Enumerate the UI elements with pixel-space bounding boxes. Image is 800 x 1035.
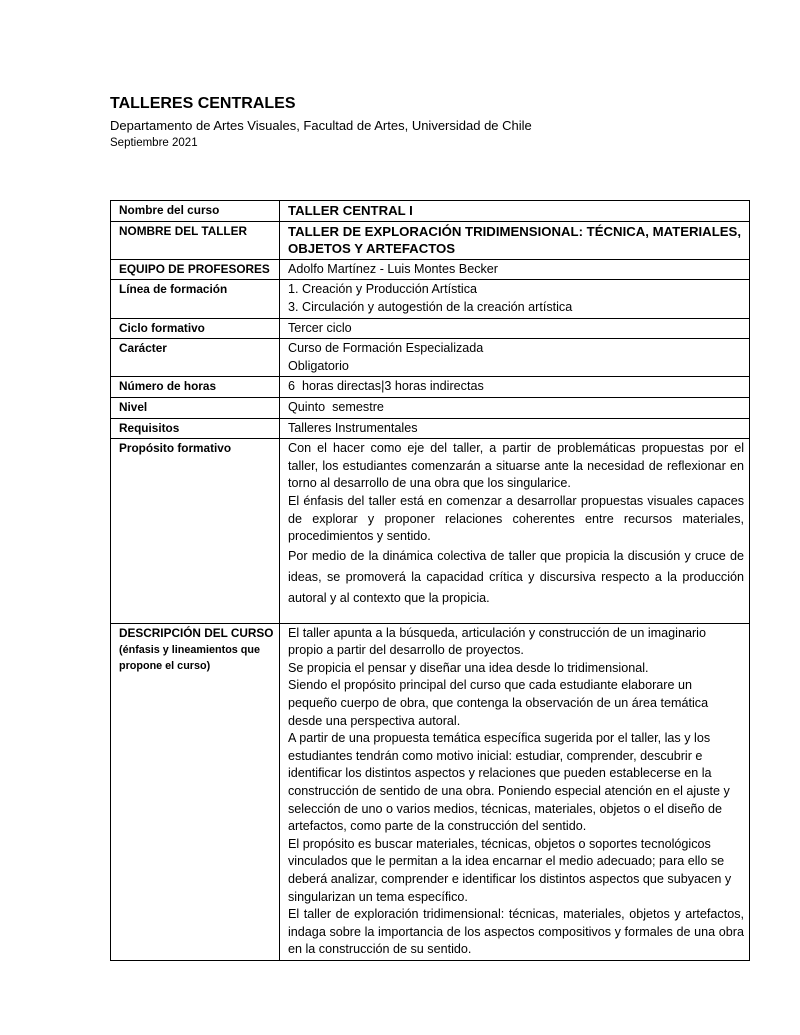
- row-label: Nivel: [111, 397, 280, 418]
- table-row: [111, 397, 750, 418]
- course-info-table: [110, 200, 750, 961]
- row-label: Requisitos: [111, 418, 280, 439]
- table-row: [111, 201, 750, 222]
- paragraph: El propósito es buscar materiales, técnicas, objetos o soportes tecnológicos vinculados que le permitan a la idea encarnar el medio adecuado; para ello se deberá analizar, comprender e identificar los distintos aspectos que subyacen y singularizan un tema específico.: [288, 836, 732, 904]
- table-row: [111, 623, 750, 960]
- table-row: [111, 377, 750, 398]
- value-line: 1. Creación y Producción Artística: [288, 282, 477, 297]
- description-label: DESCRIPCIÓN DEL CURSO: [119, 625, 274, 640]
- training-line-value: [280, 280, 750, 318]
- document-date: Septiembre 2021: [110, 137, 198, 149]
- paragraph: Siendo el propósito principal del curso que cada estudiante elaborare un pequeño cuerpo de obra, que contenga la observación de un área temática desde una perspectiva autoral.: [288, 678, 709, 728]
- document-title: TALLERES CENTRALES: [110, 95, 296, 112]
- row-label: Ciclo formativo: [111, 318, 280, 339]
- value-line: Curso de Formación Especializada: [288, 341, 484, 356]
- row-label: NOMBRE DEL TALLER: [111, 221, 280, 259]
- table-row: [111, 318, 750, 339]
- workshop-name-value: TALLER DE EXPLORACIÓN TRIDIMENSIONAL: TÉCNICA, MATERIALES, OBJETOS Y ARTEFACTOS: [280, 221, 750, 259]
- character-value: [280, 339, 750, 377]
- paragraph: Se propicia el pensar y diseñar una idea desde lo tridimensional.: [288, 660, 649, 675]
- paragraph: El taller apunta a la búsqueda, articulación y construcción de un imaginario propio a partir del desarrollo de proyectos.: [288, 625, 706, 658]
- hours-value: 6 horas directas|3 horas indirectas: [280, 377, 750, 398]
- description-sublabel: (énfasis y lineamientos que propone el curso): [119, 644, 261, 673]
- document-header: [110, 94, 532, 151]
- table-row: [111, 259, 750, 280]
- row-label: [111, 623, 280, 960]
- table-row: [111, 221, 750, 259]
- table-row: [111, 439, 750, 624]
- paragraph: El énfasis del taller está en comenzar a desarrollar propuestas visuales capaces de explorar y proponer relaciones coherentes entre recursos materiales, procedimientos y sentido.: [288, 493, 744, 544]
- level-value: Quinto semestre: [280, 397, 750, 418]
- department-line: Departamento de Artes Visuales, Facultad de Artes, Universidad de Chile: [110, 118, 532, 133]
- row-label: Nombre del curso: [111, 201, 280, 222]
- paragraph: Con el hacer como eje del taller, a partir de problemáticas propuestas por el taller, los estudiantes comenzarán a situarse ante la necesidad de reflexionar en torno al desarrollo de una obra que los singularice.: [288, 441, 744, 491]
- row-label: Propósito formativo: [111, 439, 280, 624]
- row-label: Línea de formación: [111, 280, 280, 318]
- course-name-value: TALLER CENTRAL I: [280, 201, 750, 222]
- requirements-value: Talleres Instrumentales: [280, 418, 750, 439]
- cycle-value: Tercer ciclo: [280, 318, 750, 339]
- paragraph: El taller de exploración tridimensional: técnicas, materiales, objetos y artefactos, indaga sobre la importancia de los aspectos compositivos y formales de una obra en la construcción de su sentido.: [288, 907, 744, 957]
- description-value: [280, 623, 750, 960]
- table-row: [111, 280, 750, 318]
- paragraph: A partir de una propuesta temática específica sugerida por el taller, las y los estudiantes tendrán como motivo inicial: estudiar, comprender, descubrir e identificar los distintos aspectos y relaciones que pueden establecerse en la construcción de sentido de una obra. Poniendo especial atención en el ajuste y selección de uno o varios medios, técnicas, materiales, objetos o el diseño de artefactos, como parte de la construcción del sentido.: [288, 731, 730, 834]
- row-label: Número de horas: [111, 377, 280, 398]
- value-line: Obligatorio: [288, 358, 349, 373]
- row-label: EQUIPO DE PROFESORES: [111, 259, 280, 280]
- paragraph: Por medio de la dinámica colectiva de taller que propicia la discusión y cruce de ideas, se promoverá la capacidad crítica y discursiva respecto a la producción autoral y al contexto que la propicia.: [288, 548, 744, 605]
- value-line: 3. Circulación y autogestión de la creación artística: [288, 299, 573, 314]
- table-row: [111, 418, 750, 439]
- teachers-value: Adolfo Martínez - Luis Montes Becker: [280, 259, 750, 280]
- purpose-value: [280, 439, 750, 624]
- table-row: [111, 339, 750, 377]
- row-label: Carácter: [111, 339, 280, 377]
